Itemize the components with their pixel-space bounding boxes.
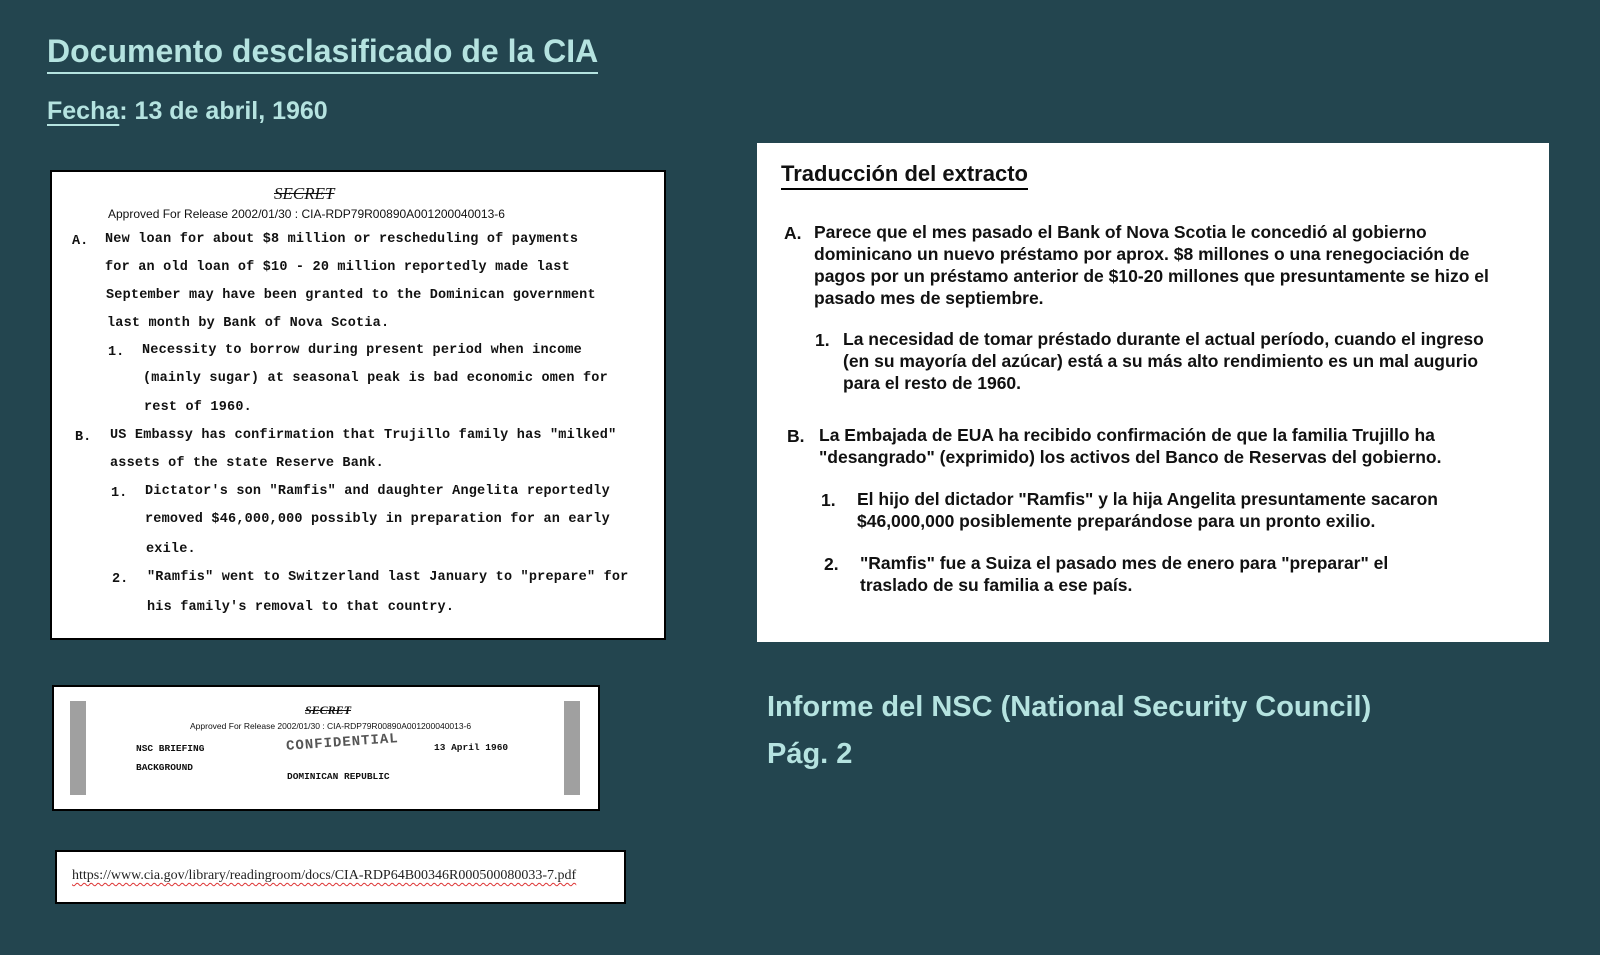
confidential-stamp: CONFIDENTIAL [285, 731, 400, 755]
translation-mark: 2. [824, 554, 839, 574]
scan-edge-bar [70, 701, 86, 795]
translation-mark: A. [784, 223, 802, 243]
date-label: Fecha [47, 97, 120, 125]
background-label: BACKGROUND [136, 762, 194, 773]
translation-mark: B. [787, 426, 805, 446]
translation-mark: 1. [821, 490, 836, 510]
scanned-document-header [52, 685, 600, 811]
source-url[interactable]: https://www.cia.gov/library/readingroom/docs/CIA-RDP64B00346R000500080033-7.pdf [72, 868, 577, 883]
briefing-date: 13 April 1960 [434, 742, 509, 753]
scan-line: September may have been granted to the Dominican government [106, 288, 596, 303]
scan-line: Necessity to borrow during present period when income [142, 343, 582, 358]
page-title: Documento desclasificado de la CIA [47, 32, 598, 74]
scan-line: New loan for about $8 million or rescheduling of payments [105, 232, 579, 247]
country-label: DOMINICAN REPUBLIC [287, 771, 390, 782]
document-date [47, 96, 328, 126]
source-url-box[interactable] [55, 850, 626, 904]
scan-mark: B. [75, 430, 92, 445]
secret-stamp: SECRET [305, 703, 352, 717]
scan-mark: 1. [108, 345, 125, 360]
scan-line: "Ramfis" went to Switzerland last January to "prepare" for [147, 570, 629, 585]
scan-edge-bar [564, 701, 580, 795]
scan-mark: 2. [112, 572, 129, 587]
scan-line: for an old loan of $10 - 20 million reportedly made last [105, 260, 570, 275]
translation-item: El hijo del dictador "Ramfis" y la hija Angelita presuntamente sacaron $46,000,000 posiblemente preparándose para un pronto exilio. [857, 489, 1438, 531]
translation-item: "Ramfis" fue a Suiza el pasado mes de enero para "preparar" el traslado de su familia a ese país. [860, 553, 1389, 595]
scan-line: Dictator's son "Ramfis" and daughter Angelita reportedly [145, 484, 610, 499]
scan-line: his family's removal to that country. [147, 600, 455, 615]
translation-item: Parece que el mes pasado el Bank of Nova Scotia le concedió al gobierno dominicano un nuevo préstamo por aprox. $8 millones o una renegociación de pagos por un préstamo anterior de $10-20 millones que presuntamente se hizo el pasado mes de septiembre. [814, 222, 1489, 308]
scan-mark: A. [72, 234, 89, 249]
scan-line: assets of the state Reserve Bank. [110, 456, 384, 471]
scanned-document-excerpt [50, 170, 666, 640]
scan-mark: 1. [111, 486, 128, 501]
secret-stamp: SECRET [274, 184, 335, 203]
scan-line: US Embassy has confirmation that Trujillo family has "milked" [110, 428, 617, 443]
scan-line: last month by Bank of Nova Scotia. [107, 316, 390, 331]
translation-title: Traducción del extracto [781, 161, 1028, 190]
report-title: Informe del NSC (National Security Council) [767, 691, 1372, 723]
translation-panel [757, 143, 1549, 642]
approval-line: Approved For Release 2002/01/30 : CIA-RDP79R00890A001200040013-6 [108, 207, 505, 221]
date-value: : 13 de abril, 1960 [119, 97, 328, 125]
briefing-label: NSC BRIEFING [136, 743, 205, 754]
scan-line: exile. [146, 542, 196, 557]
scan-line: rest of 1960. [144, 400, 252, 415]
approval-line: Approved For Release 2002/01/30 : CIA-RDP79R00890A001200040013-6 [190, 721, 472, 731]
translation-item: La Embajada de EUA ha recibido confirmación de que la familia Trujillo ha "desangrado" (exprimido) los activos del Banco de Reservas del gobierno. [819, 425, 1442, 467]
translation-mark: 1. [815, 330, 830, 350]
translation-item: La necesidad de tomar préstado durante el actual período, cuando el ingreso (en su mayoría del azúcar) está a su más alto rendimiento es un mal augurio para el resto de 1960. [843, 329, 1484, 393]
scan-line: removed $46,000,000 possibly in preparation for an early [145, 512, 610, 527]
scan-line: (mainly sugar) at seasonal peak is bad economic omen for [143, 371, 608, 386]
report-page: Pág. 2 [767, 738, 853, 770]
